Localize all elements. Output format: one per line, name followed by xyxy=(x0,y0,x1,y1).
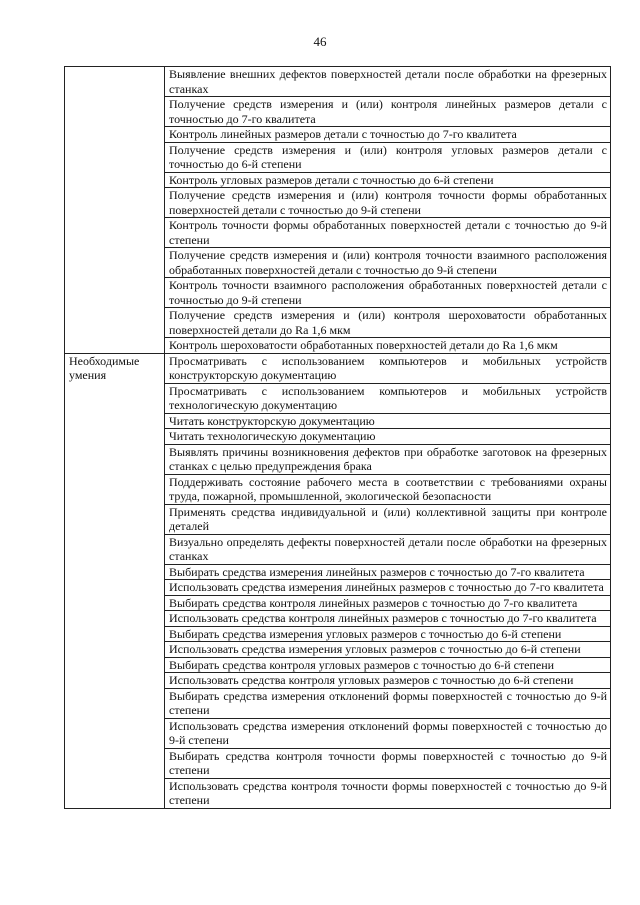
table-cell: Получение средств измерения и (или) контроля точности формы обработанных поверхностей детали с точностью до 9-й степени xyxy=(165,188,611,218)
table-cell: Использовать средства измерения угловых размеров с точностью до 6-й степени xyxy=(165,642,611,658)
table-cell: Выбирать средства контроля точности формы поверхностей с точностью до 9-й степени xyxy=(165,748,611,778)
table-cell: Выбирать средства контроля угловых размеров с точностью до 6-й степени xyxy=(165,657,611,673)
table-cell: Выбирать средства измерения отклонений формы поверхностей с точностью до 9-й степени xyxy=(165,688,611,718)
page-number: 46 xyxy=(313,34,327,49)
table-cell: Контроль линейных размеров детали с точностью до 7-го квалитета xyxy=(165,127,611,143)
table-cell: Получение средств измерения и (или) контроля линейных размеров детали с точностью до 7-го квалитета xyxy=(165,97,611,127)
table-cell: Выбирать средства измерения угловых размеров с точностью до 6-й степени xyxy=(165,626,611,642)
table-cell: Использовать средства контроля точности формы поверхностей с точностью до 9-й степени xyxy=(165,778,611,808)
table-cell: Получение средств измерения и (или) контроля угловых размеров детали с точностью до 6-й степени xyxy=(165,142,611,172)
table-cell: Применять средства индивидуальной и (или) коллективной защиты при контроле деталей xyxy=(165,504,611,534)
table-cell: Контроль угловых размеров детали с точностью до 6-й степени xyxy=(165,172,611,188)
table-cell: Выявлять причины возникновения дефектов при обработке заготовок на фрезерных станках с целью предупреждения брака xyxy=(165,444,611,474)
table-cell: Просматривать с использованием компьютеров и мобильных устройств технологическую документацию xyxy=(165,383,611,413)
table-cell: Выявление внешних дефектов поверхностей детали после обработки на фрезерных станках xyxy=(165,67,611,97)
table-body xyxy=(65,67,611,809)
table-cell: Контроль точности взаимного расположения обработанных поверхностей детали с точностью до 9-й степени xyxy=(165,278,611,308)
table-row xyxy=(65,67,611,97)
table-cell: Визуально определять дефекты поверхностей детали после обработки на фрезерных станках xyxy=(165,534,611,564)
requirements-table xyxy=(64,66,611,809)
table-cell: Контроль точности формы обработанных поверхностей детали с точностью до 9-й степени xyxy=(165,218,611,248)
table-cell: Получение средств измерения и (или) контроля точности взаимного расположения обработанных поверхностей детали с точностью до 9-й степени xyxy=(165,248,611,278)
table-cell: Просматривать с использованием компьютеров и мобильных устройств конструкторскую документацию xyxy=(165,353,611,383)
table-cell: Выбирать средства измерения линейных размеров с точностью до 7-го квалитета xyxy=(165,564,611,580)
table-cell: Читать технологическую документацию xyxy=(165,429,611,445)
table-cell: Читать конструкторскую документацию xyxy=(165,413,611,429)
table-cell: Использовать средства измерения отклонений формы поверхностей с точностью до 9-й степени xyxy=(165,718,611,748)
table-cell: Использовать средства контроля угловых размеров с точностью до 6-й степени xyxy=(165,673,611,689)
table-cell: Выбирать средства контроля линейных размеров с точностью до 7-го квалитета xyxy=(165,595,611,611)
table-cell: Использовать средства измерения линейных размеров с точностью до 7-го квалитета xyxy=(165,580,611,596)
section-label: Необходимые умения xyxy=(65,353,165,808)
table-cell: Получение средств измерения и (или) контроля шероховатости обработанных поверхностей детали до Ra 1,6 мкм xyxy=(165,308,611,338)
section-label xyxy=(65,67,165,354)
table-cell: Контроль шероховатости обработанных поверхностей детали до Ra 1,6 мкм xyxy=(165,338,611,354)
table-cell: Поддерживать состояние рабочего места в соответствии с требованиями охраны труда, пожарной, промышленной, экологической безопасности xyxy=(165,474,611,504)
table-row xyxy=(65,353,611,383)
table-cell: Использовать средства контроля линейных размеров с точностью до 7-го квалитета xyxy=(165,611,611,627)
